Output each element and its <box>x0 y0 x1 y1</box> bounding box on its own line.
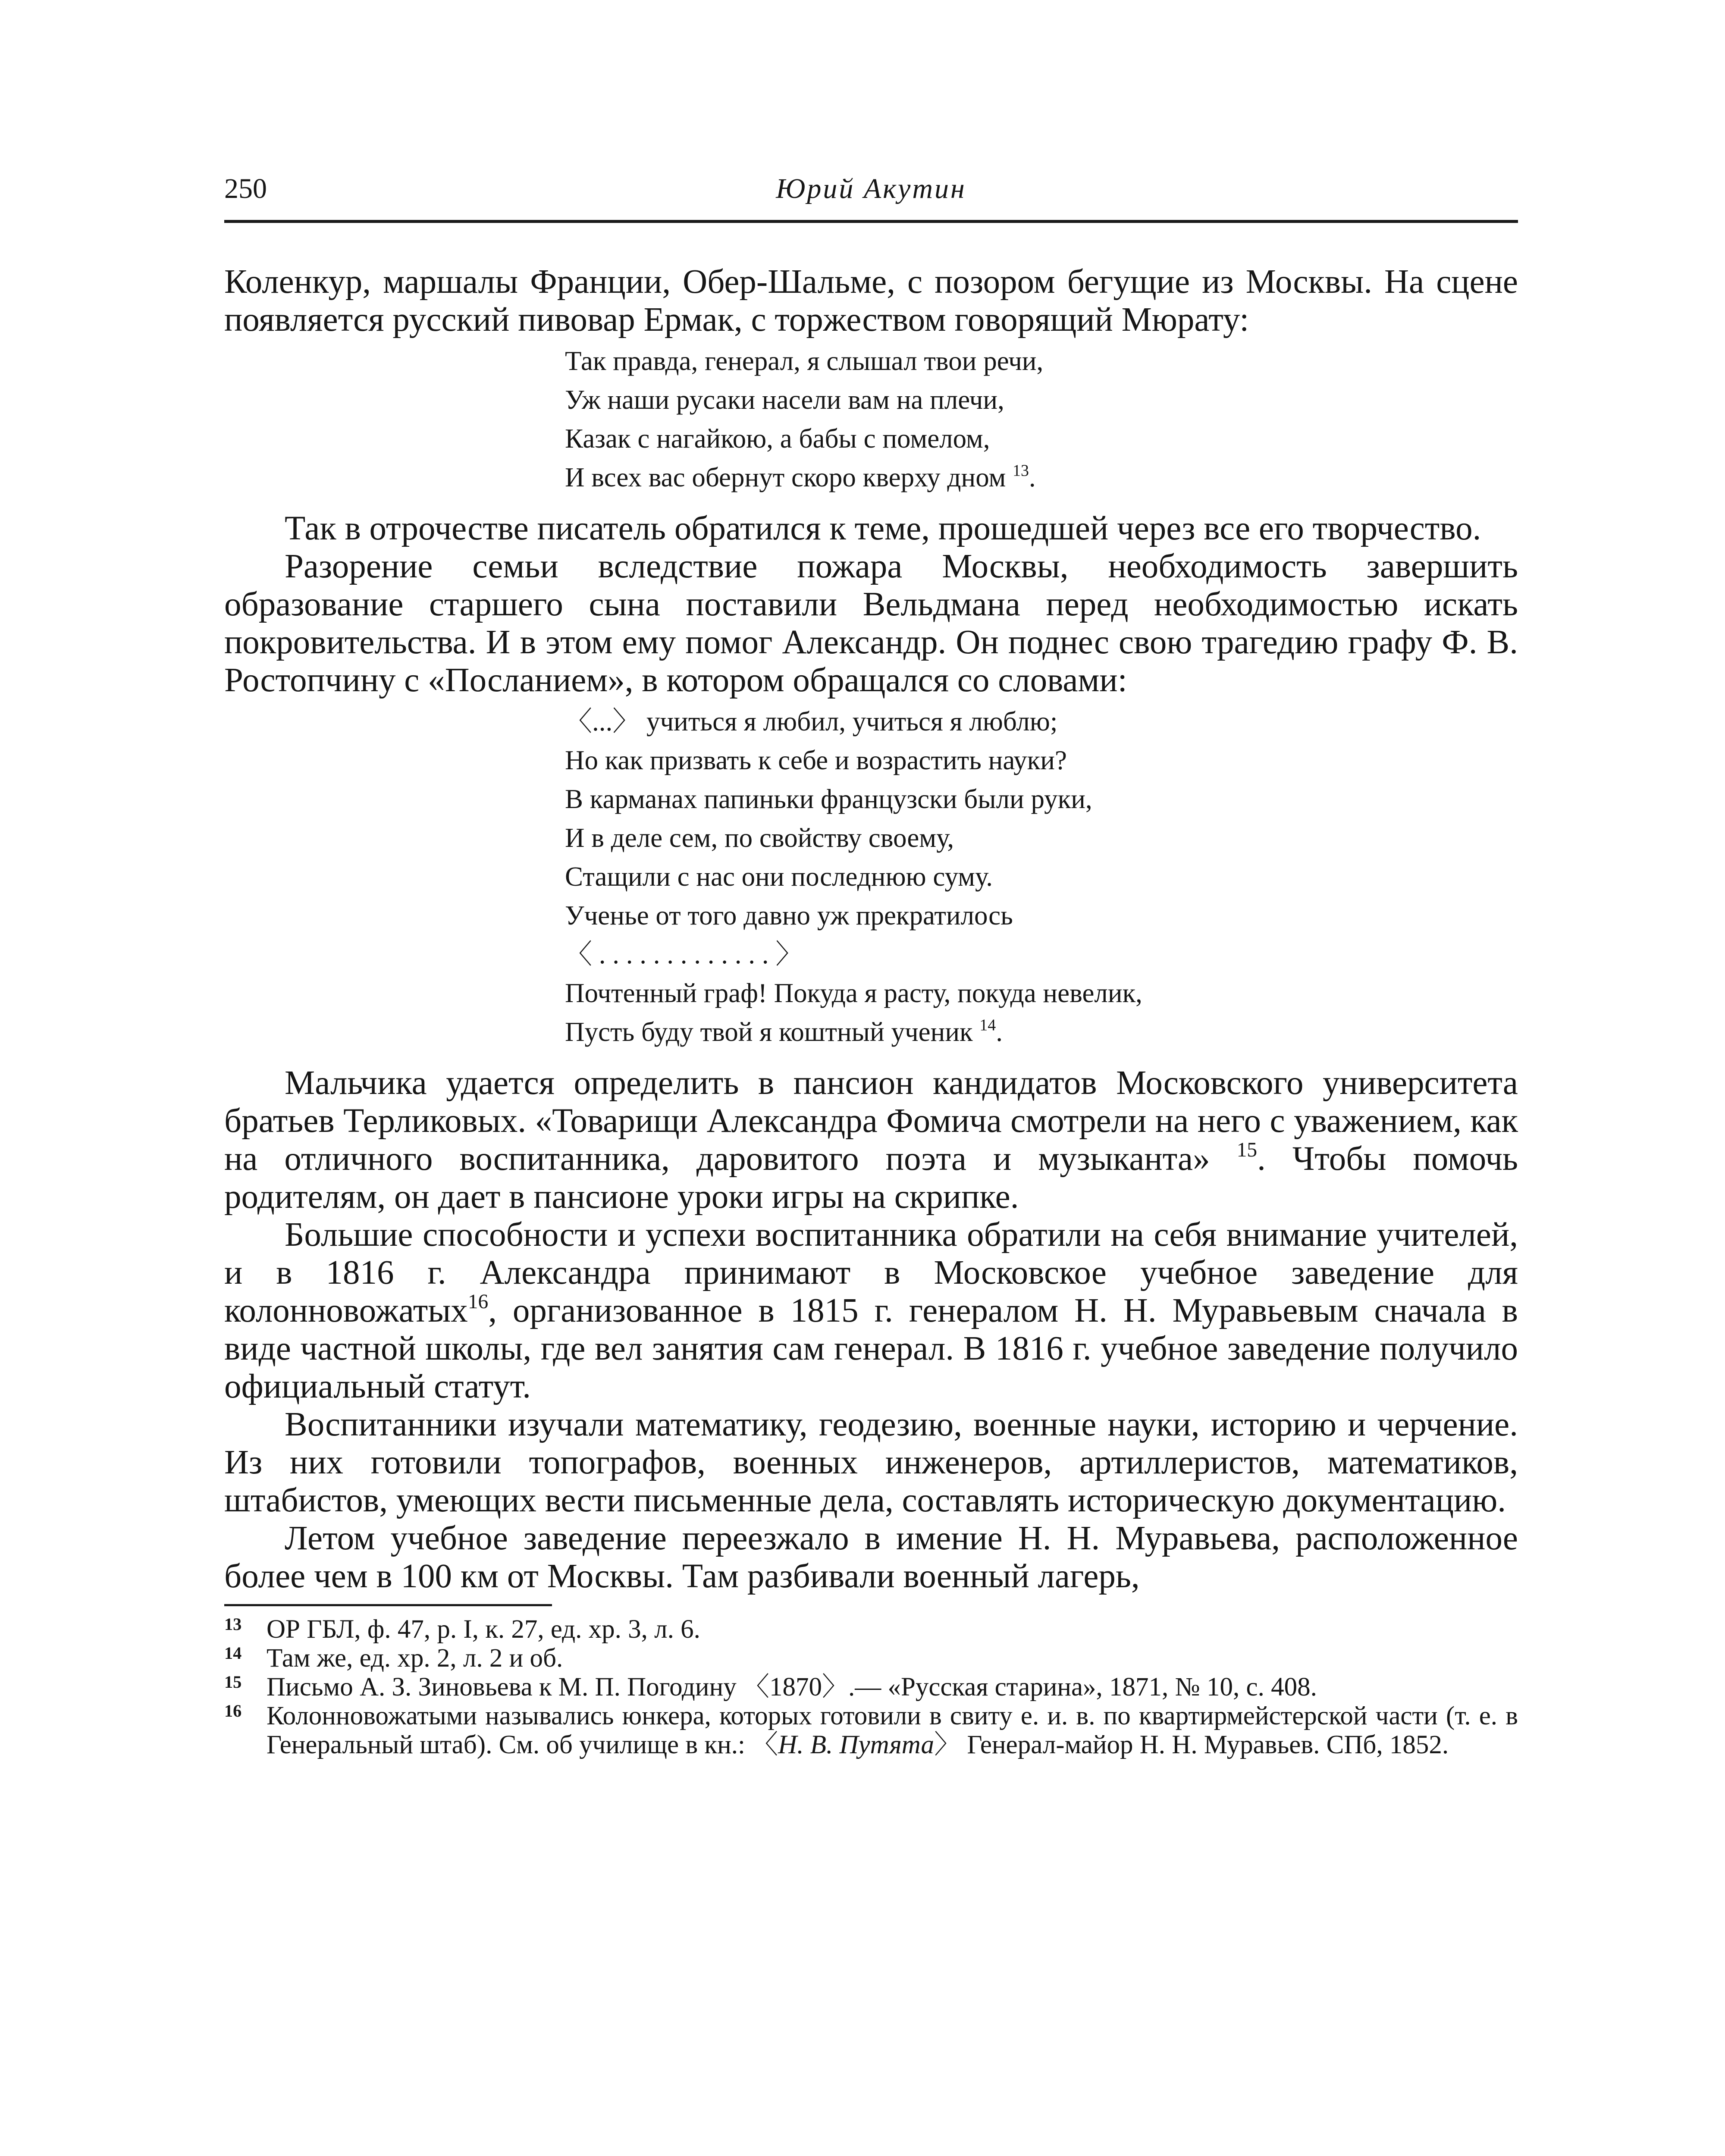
verse-line: И в деле сем, по свойству своему, <box>565 823 954 853</box>
paragraph-6: Воспитанники изучали математику, геодезию, военные науки, историю и черчение. Из них готовили топографов, военных инженеров, артиллеристов, математиков, штабистов, умеющих вести письменные дела, составлять историческую документацию. <box>224 1406 1518 1519</box>
paragraph-7: Летом учебное заведение переезжало в имение Н. Н. Муравьева, расположенное более чем в 100 км от Москвы. Там разбивали военный лагерь, <box>224 1520 1518 1595</box>
footnote-ref-13[interactable]: 13 <box>1013 461 1029 480</box>
running-head <box>224 172 1518 211</box>
footnotes <box>224 1615 1518 1759</box>
verse-line: Ученье от того давно уж прекратилось <box>565 900 1013 931</box>
verse-line: 〈...〉 учиться я любил, учиться я люблю; <box>565 706 1058 736</box>
book-page <box>224 172 1518 1759</box>
footnote-ref-16[interactable]: 16 <box>467 1291 489 1313</box>
verse-line: В карманах папиньки французски были руки, <box>565 784 1092 814</box>
verse-line-last: И всех вас обернут скоро кверху дном $^{13}$. <box>565 461 1036 492</box>
paragraph-4: Мальчика удается определить в пансион кандидатов Московского университета братьев Терликовых. «Товарищи Александра Фомича смотрели на него с уважением, как на отличного воспитанника, даровитого поэта и музыканта» $^{15}$. Чтобы помочь родителям, он дает в пансионе уроки игры на скрипке. <box>224 1064 1518 1216</box>
running-title: Юрий Акутин <box>776 173 966 204</box>
paragraph-5: Большие способности и успехи воспитанника обратили на себя внимание учителей, и в 1816 г. Александра принимают в Московское учебное заведение для колонновожатых$^{16}$, организованное в 1815 г. генералом Н. Н. Муравьевым сначала в виде частной школы, где вел занятия сам генерал. В 1816 г. учебное заведение получило официальный статут. <box>224 1216 1518 1405</box>
verse-quote-2 <box>565 702 1518 1051</box>
footnote-15: 15 Письмо А. З. Зиновьева к М. П. Погодину 〈1870〉.— «Русская старина», 1871, № 10, с. 408. <box>224 1672 1317 1702</box>
verse-omission: 〈 . . . . . . . . . . . . . 〉 <box>565 939 803 969</box>
verse-line-last: Пусть буду твой я коштный ученик $^{14}$. <box>565 1016 1003 1047</box>
footnote-16: 16 Колонновожатыми назывались юнкера, которых готовили в свиту е. и. в. по квартирмейстерской части (т. е. в Генеральный штаб). См. об училище в кн.: 〈Н. В. Путята〉 Генерал-майор Н. Н. Муравьев. СПб, 1852. <box>224 1701 1518 1759</box>
footnote-ref-14[interactable]: 14 <box>979 1016 996 1034</box>
verse-quote-1 <box>565 342 1518 497</box>
verse-line: Казак с нагайкою, а бабы с помелом, <box>565 423 990 454</box>
page-number: 250 <box>224 173 267 204</box>
main-text <box>224 263 1518 1759</box>
verse-line: Но как призвать к себе и возрастить науки? <box>565 745 1067 775</box>
paragraph-3: Разорение семьи вследствие пожара Москвы, необходимость завершить образование старшего сына поставили Вельдмана перед необходимостью искать покровительства. И в этом ему помог Александр. Он поднес свою трагедию графу Ф. В. Ростопчину с «Посланием», в котором обращался со словами: <box>224 548 1518 699</box>
paragraph-2: Так в отрочестве писатель обратился к теме, прошедшей через все его творчество. <box>285 510 1481 547</box>
verse-line: Почтенный граф! Покуда я расту, покуда невелик, <box>565 978 1142 1008</box>
verse-line: Уж наши русаки насели вам на плечи, <box>565 385 1004 415</box>
footnote-14: 14 Там же, ед. хр. 2, л. 2 и об. <box>224 1643 563 1673</box>
verse-line: Стащили с нас они последнюю суму. <box>565 862 993 892</box>
paragraph-1: Коленкур, маршалы Франции, Обер-Шальме, с позором бегущие из Москвы. На сцене появляется русский пивовар Ермак, с торжеством говорящий Мюрату: <box>224 263 1518 338</box>
footnote-13: 13 ОР ГБЛ, ф. 47, р. I, к. 27, ед. хр. 3, л. 6. <box>224 1614 700 1644</box>
verse-line: Так правда, генерал, я слышал твои речи, <box>565 346 1044 376</box>
header-rule <box>224 220 1518 223</box>
footnote-rule <box>224 1604 552 1606</box>
footnote-ref-15[interactable]: 15 <box>1236 1139 1258 1162</box>
